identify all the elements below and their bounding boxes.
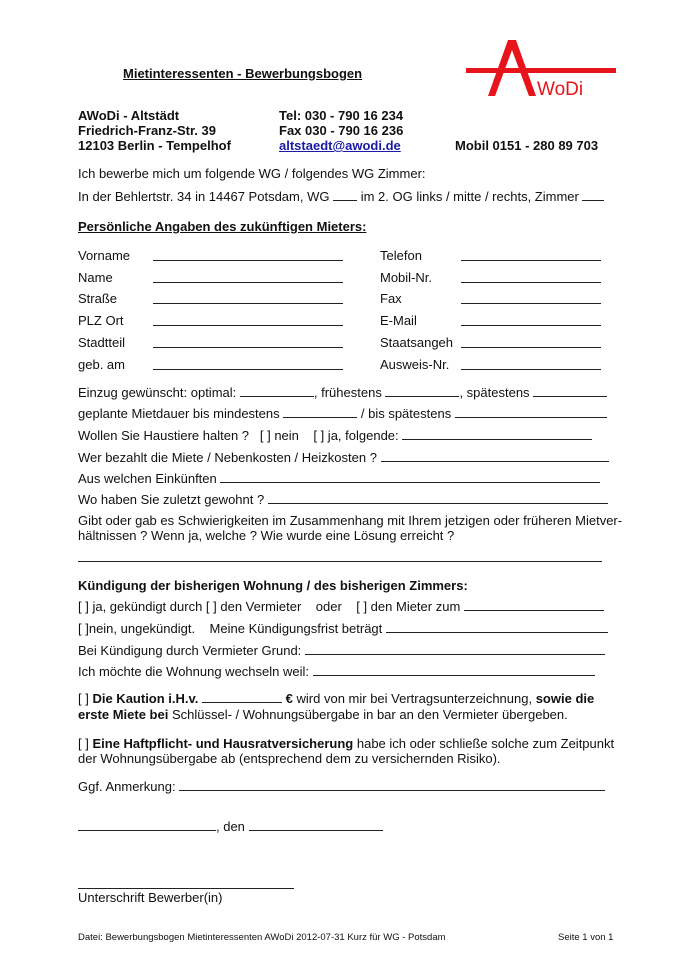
page-title: Mietinteressenten - Bewerbungsbogen (123, 66, 363, 81)
intro-line-1: Ich bewerbe mich um folgende WG / folgendes WG Zimmer: (78, 166, 426, 181)
oder-label: oder (315, 599, 342, 614)
zahler-field[interactable] (381, 450, 609, 462)
personal-field[interactable] (153, 281, 343, 283)
mietdauer-max-field[interactable] (455, 406, 607, 418)
field-label: Mobil-Nr. (380, 270, 433, 285)
personal-field[interactable] (153, 302, 343, 304)
svg-text:WoDi: WoDi (537, 79, 584, 98)
gekuendigt-line (78, 599, 604, 614)
ungekuendigt-line (78, 621, 608, 636)
wechsel-line (78, 664, 595, 679)
field-label: Fax (380, 291, 402, 306)
contact-fax: Fax 030 - 790 16 236 (279, 123, 404, 138)
haustiere-ja-checkbox[interactable]: [ ] ja, folgende: (313, 428, 399, 443)
schwierigkeiten-line-2: hältnissen ? Wenn ja, welche ? Wie wurde eine Lösung erreicht ? (78, 528, 455, 543)
field-label: Straße (78, 291, 118, 306)
mieter-checkbox[interactable]: [ ] den Mieter zum (356, 599, 461, 614)
personal-heading: Persönliche Angaben des zukünftigen Mieters: (78, 219, 367, 234)
zuletzt-field[interactable] (268, 492, 608, 504)
zimmer-field[interactable] (582, 189, 604, 201)
einzug-label: Einzug gewünscht: optimal: (78, 385, 237, 400)
intro-line-2 (78, 189, 604, 204)
contact-street: Friedrich-Franz-Str. 39 (78, 123, 216, 138)
personal-field[interactable] (153, 259, 343, 261)
anmerkung-label: Ggf. Anmerkung: (78, 779, 176, 794)
personal-field[interactable] (461, 259, 601, 261)
signature-field[interactable] (78, 887, 294, 889)
ort-datum-line (78, 819, 383, 834)
den-label: , den (216, 819, 245, 834)
frist-field[interactable] (386, 621, 608, 633)
versicherung-line-2: der Wohnungsübergabe ab (entsprechend dem zu versichernden Risiko). (78, 751, 501, 766)
mietdauer-label: geplante Mietdauer bis mindestens (78, 406, 280, 421)
anmerkung-line (78, 779, 605, 794)
wg-field[interactable] (333, 189, 357, 201)
euro-sign: € (285, 691, 293, 706)
einkuenfte-label: Aus welchen Einkünften (78, 471, 217, 486)
wechsel-field[interactable] (313, 664, 595, 676)
kuendigung-heading: Kündigung der bisherigen Wohnung / des bisherigen Zimmers: (78, 578, 468, 593)
contact-tel: Tel: 030 - 790 16 234 (279, 108, 404, 123)
email-link[interactable]: altstaedt@awodi.de (279, 138, 401, 153)
contact-name: AWoDi - Altstädt (78, 108, 180, 123)
personal-field[interactable] (153, 324, 343, 326)
field-label: Vorname (78, 248, 131, 263)
einzug-optimal-field[interactable] (240, 385, 314, 397)
erste-miete-label: erste Miete bei (78, 707, 169, 722)
contact-city: 12103 Berlin - Tempelhof (78, 138, 231, 153)
anmerkung-field[interactable] (179, 779, 605, 791)
intro-text-b: im 2. OG links / mitte / rechts, Zimmer (360, 189, 579, 204)
versicherung-checkbox[interactable]: [ ] (78, 736, 89, 751)
field-label: Telefon (380, 248, 422, 263)
haustiere-line (78, 428, 592, 443)
haustiere-label: Wollen Sie Haustiere halten ? (78, 428, 250, 443)
mietdauer-line (78, 406, 607, 421)
kaution-line-2 (78, 707, 568, 722)
footer-page: Seite 1 von 1 (558, 932, 614, 943)
zuletzt-label: Wo haben Sie zuletzt gewohnt ? (78, 492, 265, 507)
personal-field[interactable] (461, 346, 601, 348)
spaetestens-label: , spätestens (459, 385, 530, 400)
field-label: Stadtteil (78, 335, 125, 350)
versicherung-line-1 (78, 736, 614, 751)
field-label: PLZ Ort (78, 313, 124, 328)
personal-field[interactable] (153, 346, 343, 348)
ort-field[interactable] (78, 819, 216, 831)
personal-field[interactable] (461, 302, 601, 304)
kaution-line-1 (78, 691, 594, 706)
field-label: Staatsangeh (380, 335, 454, 350)
contact-mobile: Mobil 0151 - 280 89 703 (455, 138, 599, 153)
schwierigkeiten-line-1: Gibt oder gab es Schwierigkeiten im Zusammenhang mit Ihrem jetzigen oder früheren Mietver- (78, 513, 623, 528)
kaution-text-2: Schlüssel- / Wohnungsübergabe in bar an den Vermieter übergeben. (171, 707, 568, 722)
zuletzt-line (78, 492, 608, 507)
intro-text-a: In der Behlertstr. 34 in 14467 Potsdam, WG (78, 189, 330, 204)
grund-label: Bei Kündigung durch Vermieter Grund: (78, 643, 302, 658)
gekuendigt-checkbox[interactable]: [ ] ja, gekündigt durch [ ] den Vermieter (78, 599, 302, 614)
zahler-line (78, 450, 609, 465)
gekuendigt-zum-field[interactable] (464, 599, 604, 611)
datum-field[interactable] (249, 819, 383, 831)
field-label: E-Mail (380, 313, 417, 328)
frist-label: Meine Kündigungsfrist beträgt (209, 621, 383, 636)
versicherung-label: Eine Haftpflicht- und Hausratversicherung (92, 736, 354, 751)
einzug-line (78, 385, 607, 400)
einzug-fruehestens-field[interactable] (385, 385, 459, 397)
haustiere-nein-checkbox[interactable]: [ ] nein (259, 428, 299, 443)
field-label: Name (78, 270, 113, 285)
grund-field[interactable] (305, 643, 605, 655)
kaution-bold-text: sowie die (535, 691, 595, 706)
fruehestens-label: , frühestens (313, 385, 382, 400)
einzug-spaetestens-field[interactable] (533, 385, 607, 397)
versicherung-text: habe ich oder schließe solche zum Zeitpunkt (356, 736, 615, 751)
einkuenfte-field[interactable] (220, 471, 600, 483)
personal-field[interactable] (153, 368, 343, 370)
personal-field[interactable] (461, 368, 601, 370)
field-label: Ausweis-Nr. (380, 357, 450, 372)
wechsel-label: Ich möchte die Wohnung wechseln weil: (78, 664, 309, 679)
schwierigkeiten-field[interactable] (78, 560, 602, 562)
awodi-logo (460, 38, 620, 98)
field-label: geb. am (78, 357, 125, 372)
mietdauer-max-label: / bis spätestens (360, 406, 452, 421)
kaution-amount-field[interactable] (202, 691, 282, 703)
haustiere-field[interactable] (402, 428, 592, 440)
kaution-checkbox[interactable]: [ ] (78, 691, 89, 706)
signature-label: Unterschrift Bewerber(in) (78, 890, 223, 905)
kaution-label: Die Kaution i.H.v. (92, 691, 199, 706)
kaution-text: wird von mir bei Vertragsunterzeichnung, (296, 691, 533, 706)
ungekuendigt-checkbox[interactable]: [ ]nein, ungekündigt. (78, 621, 196, 636)
mietdauer-min-field[interactable] (283, 406, 357, 418)
einkuenfte-line (78, 471, 600, 486)
grund-line (78, 643, 605, 658)
personal-field[interactable] (461, 324, 601, 326)
personal-field[interactable] (461, 281, 601, 283)
zahler-label: Wer bezahlt die Miete / Nebenkosten / Heizkosten ? (78, 450, 377, 465)
footer-file: Datei: Bewerbungsbogen Mietinteressenten AWoDi 2012-07-31 Kurz für WG - Potsdam (78, 932, 446, 943)
